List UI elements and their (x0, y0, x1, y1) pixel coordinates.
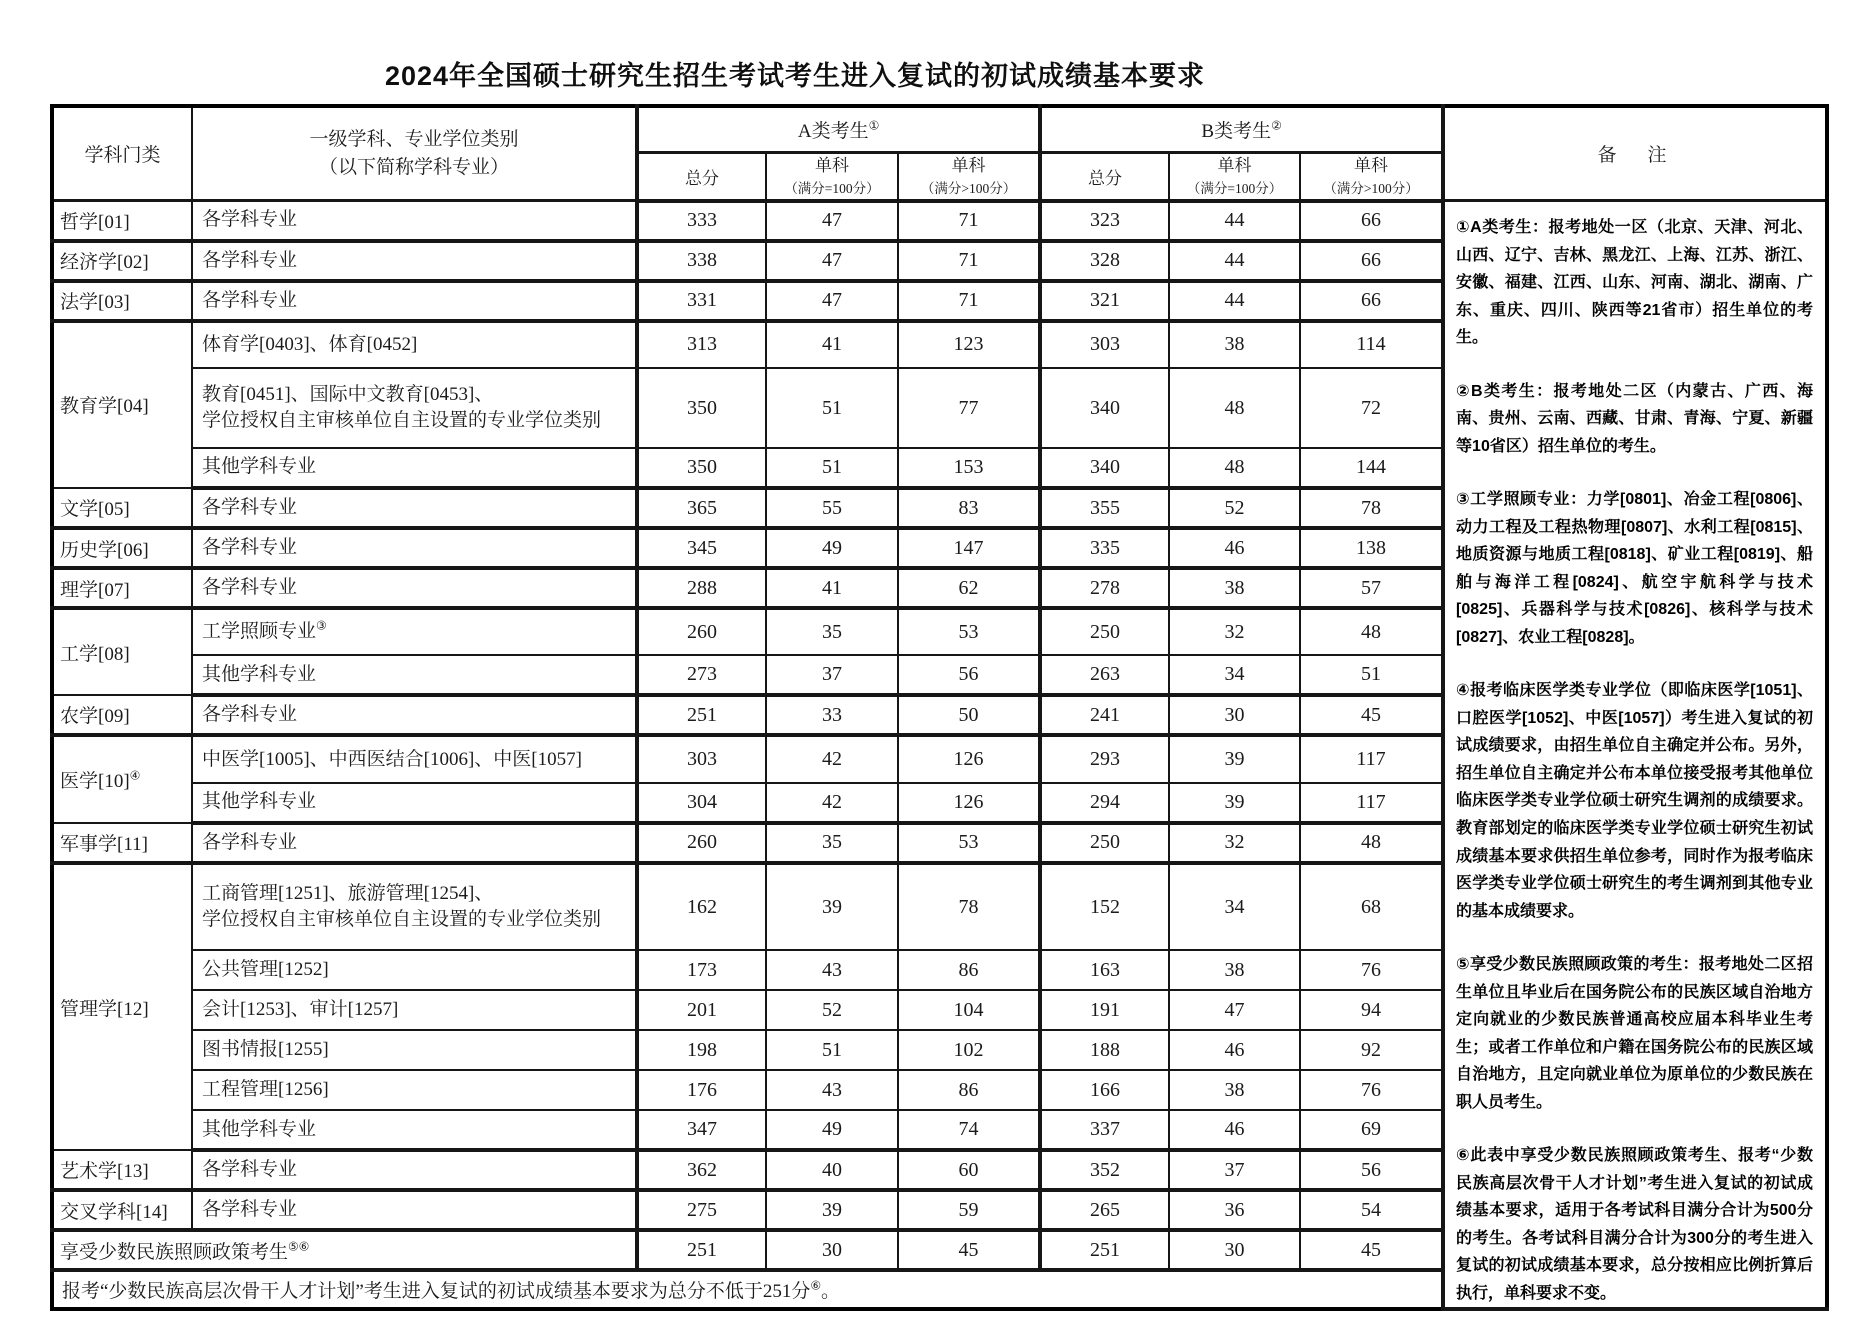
score-cell: 138 (1300, 528, 1443, 568)
score-cell: 340 (1040, 368, 1169, 448)
discipline-line: 各学科专业 (202, 536, 298, 558)
score-cell: 263 (1040, 655, 1169, 695)
score-table-body (52, 201, 1827, 1310)
discipline-cell (192, 321, 637, 368)
discipline-line: 其他学科专业 (202, 791, 317, 813)
score-cell: 114 (1300, 321, 1443, 368)
score-cell: 41 (766, 321, 898, 368)
discipline-line: 各学科专业 (202, 704, 298, 726)
score-cell: 163 (1040, 950, 1169, 990)
category-name: 医学[10] (60, 771, 130, 793)
score-cell: 260 (637, 823, 766, 863)
score-cell: 40 (766, 1150, 898, 1190)
discipline-cell (192, 448, 637, 488)
discipline-line: 其他学科专业 (202, 456, 317, 478)
discipline-cell (192, 950, 637, 990)
score-cell: 35 (766, 608, 898, 655)
discipline-cell (192, 1070, 637, 1110)
minority-policy-label: 享受少数民族照顾政策考生 (60, 1241, 289, 1263)
score-cell: 46 (1169, 1030, 1300, 1070)
discipline-cell (192, 1190, 637, 1230)
score-cell: 260 (637, 608, 766, 655)
score-cell: 303 (637, 735, 766, 782)
col-header-singlegt100-a: 单科 （满分>100分） (898, 152, 1040, 201)
category-cell (52, 321, 192, 488)
remark-paragraph: ①A类考生：报考地处一区（北京、天津、河北、山西、辽宁、吉林、黑龙江、上海、江苏、浙江、安徽、福建、江西、山东、河南、湖北、湖南、广东、重庆、四川、陕西等21省市）招生单位的考生。 (1456, 219, 1814, 347)
score-cell: 32 (1169, 823, 1300, 863)
category-name: 法学[03] (60, 292, 130, 314)
score-cell: 69 (1300, 1110, 1443, 1150)
discipline-cell (192, 568, 637, 608)
score-cell: 42 (766, 783, 898, 823)
score-cell: 152 (1040, 863, 1169, 950)
category-cell (52, 735, 192, 822)
score-cell: 43 (766, 950, 898, 990)
discipline-line: 各学科专业 (202, 576, 298, 598)
discipline-line: 学位授权自主审核单位自主设置的专业学位类别 (202, 410, 602, 432)
score-cell: 57 (1300, 568, 1443, 608)
score-cell: 51 (766, 368, 898, 448)
score-cell: 94 (1300, 990, 1443, 1030)
score-cell: 166 (1040, 1070, 1169, 1110)
score-cell: 350 (637, 448, 766, 488)
discipline-line: 各学科专业 (202, 209, 298, 231)
remark-paragraph: ②B类考生：报考地处二区（内蒙古、广西、海南、贵州、云南、西藏、甘肃、青海、宁夏、新疆等10省区）招生单位的考生。 (1456, 382, 1814, 455)
discipline-cell (192, 1150, 637, 1190)
score-cell: 34 (1169, 655, 1300, 695)
score-cell: 251 (637, 1230, 766, 1270)
score-cell: 92 (1300, 1030, 1443, 1070)
score-cell: 352 (1040, 1150, 1169, 1190)
category-cell (52, 568, 192, 608)
score-cell: 294 (1040, 783, 1169, 823)
col-header-single100-b: 单科 （满分=100分） (1169, 152, 1300, 201)
score-cell: 56 (1300, 1150, 1443, 1190)
score-cell: 45 (898, 1230, 1040, 1270)
category-cell (52, 488, 192, 528)
score-cell: 293 (1040, 735, 1169, 782)
page-title: 2024年全国硕士研究生招生考试考生进入复试的初试成绩基本要求 (384, 61, 1206, 91)
discipline-cell (192, 1030, 637, 1070)
score-cell: 66 (1300, 201, 1443, 241)
discipline-line: 公共管理[1252] (202, 959, 329, 981)
category-cell (52, 1150, 192, 1190)
discipline-cell (192, 735, 637, 782)
score-cell: 275 (637, 1190, 766, 1230)
score-cell: 126 (898, 735, 1040, 782)
score-cell: 38 (1169, 321, 1300, 368)
subject-category-label: 学科门类 (84, 145, 161, 167)
score-cell: 191 (1040, 990, 1169, 1030)
score-cell: 62 (898, 568, 1040, 608)
header-row-groups (52, 106, 1827, 152)
footnote-ref: ③ (316, 619, 327, 633)
col-header-single100-a: 单科 （满分=100分） (766, 152, 898, 201)
score-cell: 30 (1169, 1230, 1300, 1270)
discipline-cell (192, 823, 637, 863)
score-cell: 53 (898, 823, 1040, 863)
discipline-line: 教育[0451]、国际中文教育[0453]、 (202, 383, 494, 405)
score-cell: 39 (1169, 783, 1300, 823)
score-cell: 37 (766, 655, 898, 695)
score-cell: 198 (637, 1030, 766, 1070)
score-cell: 51 (766, 448, 898, 488)
score-cell: 123 (898, 321, 1040, 368)
footnote-ref: ⑥ (810, 1279, 821, 1293)
score-cell: 126 (898, 783, 1040, 823)
category-cell (52, 608, 192, 695)
score-cell: 340 (1040, 448, 1169, 488)
score-cell: 86 (898, 1070, 1040, 1110)
score-cell: 350 (637, 368, 766, 448)
score-cell: 46 (1169, 1110, 1300, 1150)
footnote-ref: ⑤⑥ (288, 1240, 310, 1254)
score-cell: 60 (898, 1150, 1040, 1190)
table-row (52, 201, 1827, 241)
discipline-cell (192, 783, 637, 823)
score-cell: 365 (637, 488, 766, 528)
score-cell: 51 (766, 1030, 898, 1070)
category-name: 文学[05] (60, 499, 130, 521)
footer-note-cell (52, 1270, 1443, 1309)
discipline-line: 各学科专业 (202, 496, 298, 518)
col-header-group-a: A类考生① (637, 106, 1040, 152)
score-cell: 30 (766, 1230, 898, 1270)
score-cell: 39 (1169, 735, 1300, 782)
score-cell: 355 (1040, 488, 1169, 528)
score-cell: 144 (1300, 448, 1443, 488)
category-name: 军事学[11] (60, 833, 148, 855)
remark-paragraph: ⑥此表中享受少数民族照顾政策考生、报考“少数民族高层次骨干人才计划”考生进入复试的初试成绩基本要求，适用于各考试科目满分合计为500分的考生。各考试科目满分合计为300分的考生进入复试的初试成绩基本要求，总分按相应比例折算后执行，单科要求不变。 (1456, 1147, 1814, 1302)
discipline-cell (192, 695, 637, 735)
category-name: 历史学[06] (60, 539, 149, 561)
discipline-cell (192, 990, 637, 1030)
score-cell: 39 (766, 863, 898, 950)
score-cell: 49 (766, 1110, 898, 1150)
col-header-group-b: B类考生② (1040, 106, 1443, 152)
score-cell: 38 (1169, 950, 1300, 990)
category-name: 交叉学科[14] (60, 1201, 168, 1223)
score-cell: 66 (1300, 241, 1443, 281)
score-cell: 55 (766, 488, 898, 528)
score-cell: 250 (1040, 823, 1169, 863)
score-cell: 273 (637, 655, 766, 695)
score-cell: 251 (637, 695, 766, 735)
discipline-line: 各学科专业 (202, 1199, 298, 1221)
footnote-ref: ④ (129, 769, 141, 783)
score-cell: 33 (766, 695, 898, 735)
score-cell: 77 (898, 368, 1040, 448)
score-cell: 76 (1300, 1070, 1443, 1110)
col-header-total-b: 总分 (1040, 152, 1169, 201)
category-name: 管理学[12] (60, 998, 149, 1020)
score-cell: 71 (898, 281, 1040, 321)
footer-note-period: 。 (820, 1281, 840, 1303)
score-cell: 53 (898, 608, 1040, 655)
score-cell: 147 (898, 528, 1040, 568)
col-header-total-a: 总分 (637, 152, 766, 201)
score-cell: 32 (1169, 608, 1300, 655)
score-cell: 102 (898, 1030, 1040, 1070)
score-cell: 188 (1040, 1030, 1169, 1070)
score-cell: 345 (637, 528, 766, 568)
score-cell: 50 (898, 695, 1040, 735)
discipline-cell (192, 863, 637, 950)
score-cell: 201 (637, 990, 766, 1030)
score-cell: 44 (1169, 201, 1300, 241)
discipline-line: 各学科专业 (202, 249, 298, 271)
discipline-cell (192, 655, 637, 695)
discipline-line: 各学科专业 (202, 289, 298, 311)
score-cell: 251 (1040, 1230, 1169, 1270)
score-cell: 74 (898, 1110, 1040, 1150)
score-cell: 335 (1040, 528, 1169, 568)
footer-note-text: 报考“少数民族高层次骨干人才计划”考生进入复试的初试成绩基本要求为总分不低于251分 (62, 1281, 811, 1303)
remark-paragraph: ⑤享受少数民族照顾政策的考生：报考地处二区招生单位且毕业后在国务院公布的民族区域自治地方定向就业的少数民族普通高校应届本科毕业生考生；或者工作单位和户籍在国务院公布的民族区域自治地方，且定向就业单位为原单位的少数民族在职人员考生。 (1456, 956, 1814, 1111)
score-cell: 288 (637, 568, 766, 608)
score-cell: 72 (1300, 368, 1443, 448)
score-cell: 48 (1169, 448, 1300, 488)
category-name: 教育学[04] (60, 396, 149, 418)
score-cell: 173 (637, 950, 766, 990)
score-cell: 337 (1040, 1110, 1169, 1150)
remark-paragraph: ④报考临床医学类专业学位（即临床医学[1051]、口腔医学[1052]、中医[1057]）考生进入复试的初试成绩要求，由招生单位自主确定并公布。另外，招生单位自主确定并公布本单位接受报考其他单位临床医学类专业学位硕士研究生调剂的成绩要求。教育部划定的临床医学类专业学位硕士研究生初试成绩基本要求供招生单位参考，同时作为报考临床医学类专业学位硕士研究生的考生调剂到其他专业的基本成绩要求。 (1456, 682, 1814, 920)
score-cell: 44 (1169, 281, 1300, 321)
category-name: 艺术学[13] (60, 1161, 149, 1183)
discipline-line: 各学科专业 (202, 831, 298, 853)
score-cell: 45 (1300, 1230, 1443, 1270)
score-cell: 39 (766, 1190, 898, 1230)
discipline-line: 其他学科专业 (202, 1118, 317, 1140)
discipline-line: 会计[1253]、审计[1257] (202, 999, 399, 1021)
score-cell: 333 (637, 201, 766, 241)
score-cell: 47 (766, 281, 898, 321)
score-cell: 44 (1169, 241, 1300, 281)
minority-policy-label-cell (52, 1230, 637, 1270)
score-cell: 241 (1040, 695, 1169, 735)
score-cell: 59 (898, 1190, 1040, 1230)
score-cell: 328 (1040, 241, 1169, 281)
score-cell: 48 (1300, 608, 1443, 655)
category-name: 工学[08] (60, 643, 130, 665)
score-cell: 66 (1300, 281, 1443, 321)
score-cell: 51 (1300, 655, 1443, 695)
discipline-cell (192, 201, 637, 241)
category-cell (52, 1190, 192, 1230)
score-cell: 86 (898, 950, 1040, 990)
score-cell: 331 (637, 281, 766, 321)
score-cell: 321 (1040, 281, 1169, 321)
score-cell: 43 (766, 1070, 898, 1110)
discipline-line: 学位授权自主审核单位自主设置的专业学位类别 (202, 909, 602, 931)
discipline-line: 体育学[0403]、体育[0452] (202, 333, 418, 355)
remarks-cell (1443, 201, 1827, 1310)
score-cell: 338 (637, 241, 766, 281)
score-cell: 41 (766, 568, 898, 608)
score-cell: 117 (1300, 735, 1443, 782)
score-cell: 278 (1040, 568, 1169, 608)
col-header-singlegt100-b: 单科 （满分>100分） (1300, 152, 1443, 201)
score-cell: 48 (1169, 368, 1300, 448)
col-header-remarks: 备 注 (1443, 106, 1827, 201)
score-cell: 56 (898, 655, 1040, 695)
score-cell: 49 (766, 528, 898, 568)
category-cell (52, 528, 192, 568)
score-cell: 78 (1300, 488, 1443, 528)
score-cell: 265 (1040, 1190, 1169, 1230)
score-cell: 153 (898, 448, 1040, 488)
score-cell: 117 (1300, 783, 1443, 823)
score-cell: 83 (898, 488, 1040, 528)
category-name: 农学[09] (60, 706, 130, 728)
score-cell: 68 (1300, 863, 1443, 950)
discipline-cell (192, 1110, 637, 1150)
score-cell: 36 (1169, 1190, 1300, 1230)
score-cell: 46 (1169, 528, 1300, 568)
discipline-line: 工程管理[1256] (202, 1079, 329, 1101)
discipline-line: 各学科专业 (202, 1159, 298, 1181)
score-cell: 52 (766, 990, 898, 1030)
score-cell: 347 (637, 1110, 766, 1150)
discipline-line: 其他学科专业 (202, 663, 317, 685)
score-table (50, 104, 1829, 1311)
score-cell: 34 (1169, 863, 1300, 950)
score-cell: 37 (1169, 1150, 1300, 1190)
score-cell: 76 (1300, 950, 1443, 990)
remark-paragraph: ③工学照顾专业：力学[0801]、冶金工程[0806]、动力工程及工程热物理[0807]、水利工程[0815]、地质资源与地质工程[0818]、矿业工程[0819]、船舶与海洋工程[0824]、航空宇航科学与技术[0825]、兵器科学与技术[0826]、核科学与技术[0827]、农业工程[0828]。 (1456, 491, 1814, 646)
col-header-subject-category (52, 106, 192, 201)
discipline-cell (192, 281, 637, 321)
score-cell: 47 (1169, 990, 1300, 1030)
footnote-ref-2: ② (1271, 119, 1282, 133)
category-cell (52, 241, 192, 281)
discipline-cell (192, 488, 637, 528)
category-name: 经济学[02] (60, 252, 149, 274)
discipline-cell (192, 241, 637, 281)
discipline-line: 工商管理[1251]、旅游管理[1254]、 (202, 882, 494, 904)
score-cell: 38 (1169, 568, 1300, 608)
category-cell (52, 863, 192, 1150)
score-cell: 313 (637, 321, 766, 368)
score-cell: 52 (1169, 488, 1300, 528)
score-cell: 303 (1040, 321, 1169, 368)
score-cell: 104 (898, 990, 1040, 1030)
score-cell: 304 (637, 783, 766, 823)
discipline-line: 图书情报[1255] (202, 1039, 329, 1061)
footnote-ref-1: ① (868, 119, 880, 133)
category-name: 哲学[01] (60, 211, 130, 233)
discipline-text: 工学照顾专业 (202, 621, 317, 643)
score-cell: 71 (898, 201, 1040, 241)
score-cell: 45 (1300, 695, 1443, 735)
category-cell (52, 695, 192, 735)
category-cell (52, 823, 192, 863)
score-cell: 162 (637, 863, 766, 950)
score-cell: 250 (1040, 608, 1169, 655)
discipline-cell (192, 528, 637, 568)
col-header-discipline (192, 106, 637, 201)
category-name: 理学[07] (60, 579, 130, 601)
category-cell (52, 201, 192, 241)
score-cell: 42 (766, 735, 898, 782)
discipline-label-line1: 一级学科、专业学位类别 (309, 129, 519, 151)
score-cell: 323 (1040, 201, 1169, 241)
score-cell: 176 (637, 1070, 766, 1110)
score-cell: 48 (1300, 823, 1443, 863)
discipline-line (202, 619, 635, 645)
score-cell: 71 (898, 241, 1040, 281)
category-cell (52, 281, 192, 321)
score-cell: 54 (1300, 1190, 1443, 1230)
score-cell: 47 (766, 241, 898, 281)
score-cell: 30 (1169, 695, 1300, 735)
score-cell: 78 (898, 863, 1040, 950)
discipline-label-line2: （以下简称学科专业） (318, 156, 509, 178)
discipline-cell (192, 608, 637, 655)
score-cell: 362 (637, 1150, 766, 1190)
score-cell: 38 (1169, 1070, 1300, 1110)
score-cell: 47 (766, 201, 898, 241)
discipline-line: 中医学[1005]、中西医结合[1006]、中医[1057] (202, 748, 582, 770)
score-cell: 35 (766, 823, 898, 863)
discipline-cell (192, 368, 637, 448)
